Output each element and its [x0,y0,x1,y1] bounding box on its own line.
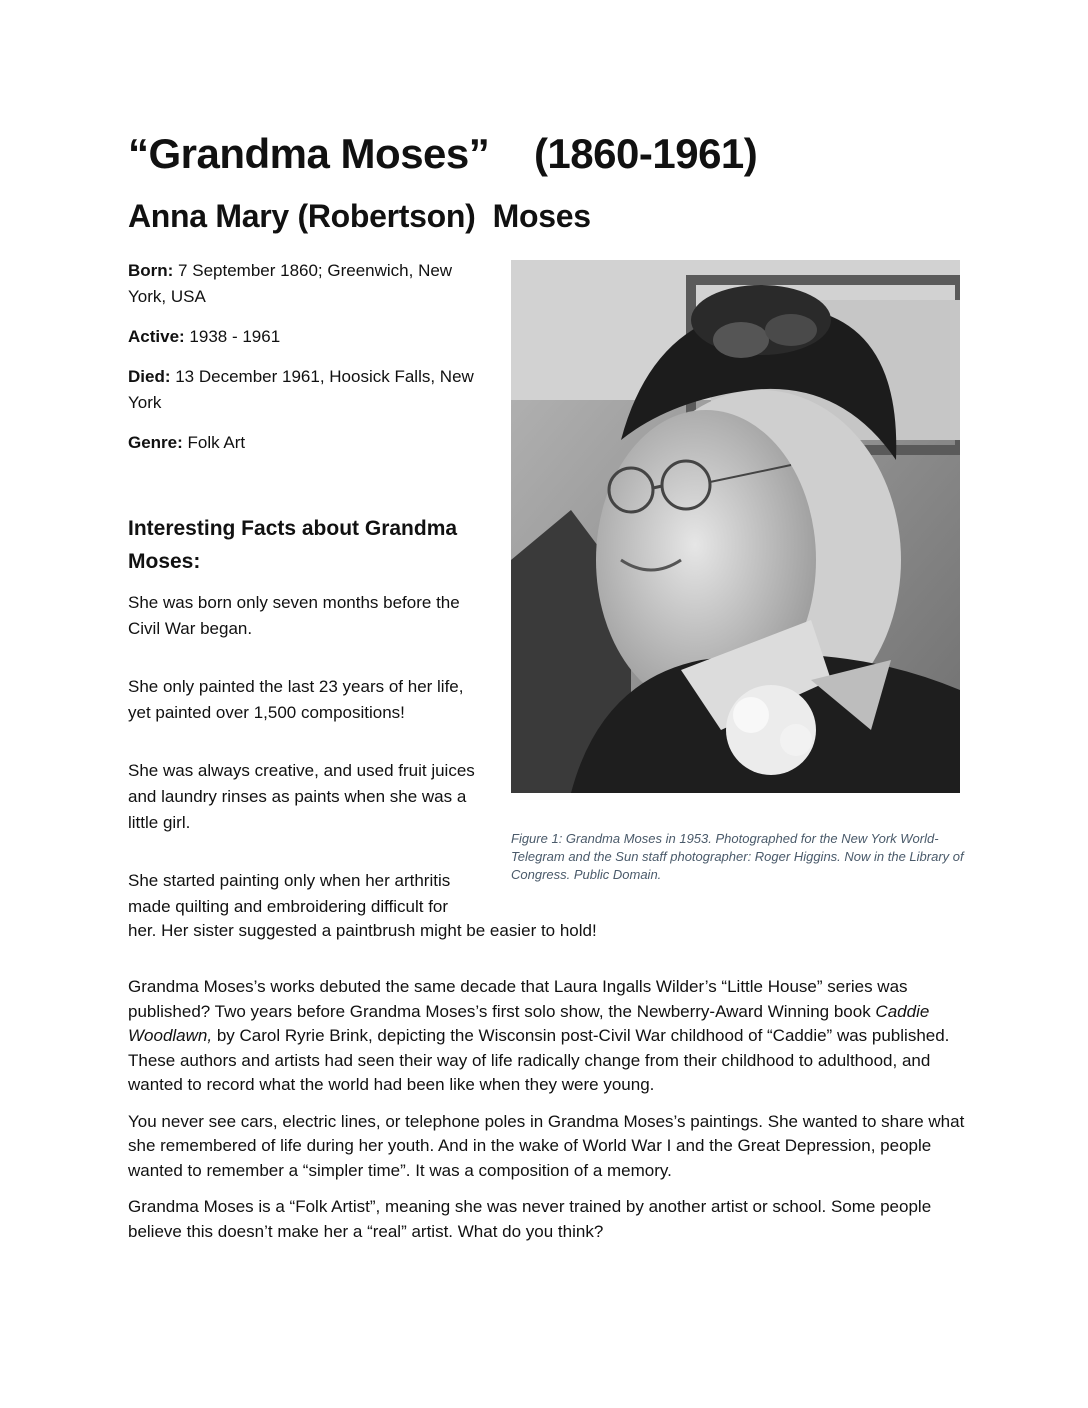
genre-fact [128,430,488,456]
born-value: 7 September 1860; Greenwich, New York, USA [128,261,453,306]
page-title: “Grandma Moses” (1860-1961) [128,130,758,177]
active-label: Active: [128,327,185,346]
born-fact [128,258,488,310]
interesting-fact-1: She was born only seven months before the Civil War began. [128,593,460,638]
interesting-fact-2: She only painted the last 23 years of her life, yet painted over 1,500 compositions! [128,677,464,722]
body-text [128,975,968,1256]
body-paragraph-1-start: Grandma Moses’s works debuted the same decade that Laura Ingalls Wilder’s “Little House” series was published? Two years before Grandma Moses’s first solo show, the Newberry-Award Winning book [128,977,908,1021]
genre-value: Folk Art [182,433,246,452]
active-value: 1938 - 1961 [184,327,281,346]
biography-facts [128,258,488,470]
book-title: Caddie Woodlawn, [128,1001,930,1045]
active-fact [128,324,488,350]
page-subtitle: Anna Mary (Robertson) Moses [128,198,591,234]
interesting-facts-heading: Interesting Facts about Grandma Moses: [128,517,458,573]
body-paragraph-2: You never see cars, electric lines, or telephone poles in Grandma Moses’s paintings. She wanted to share what she remembered of life during her youth. And in the wake of World War I and the Great Depression, people wanted to remember a “simpler time”. It was a composition of a memory. [128,1111,965,1180]
portrait-photo-illustration [511,260,960,793]
interesting-fact-3: She was always creative, and used fruit juices and laundry rinses as paints when she was a little girl. [128,761,475,832]
figure-caption: Figure 1: Grandma Moses in 1953. Photographed for the New York World-Telegram and the Sun staff photographer: Roger Higgins. Now in the Library of Congress. Public Domain. [511,831,964,882]
died-value: 13 December 1961, Hoosick Falls, New York [128,367,474,412]
body-paragraph-3: Grandma Moses is a “Folk Artist”, meaning she was never trained by another artist or school. Some people believe this doesn’t make her a “real” artist. What do you think? [128,1197,932,1241]
died-fact [128,364,488,416]
genre-label: Genre: [128,433,183,452]
interesting-fact-4: She started painting only when her arthritis made quilting and embroidering difficult for [128,871,451,916]
interesting-fact-4-continued: her. Her sister suggested a paintbrush might be easier to hold! [128,921,597,940]
born-label: Born: [128,261,174,280]
portrait-photo [511,260,960,793]
body-paragraph-1-end: by Carol Ryrie Brink, depicting the Wisconsin post-Civil War childhood of “Caddie” was published. These authors and artists had seen their way of life radically change from their childhood to adulthood, and wanted to record what the world had been like when they were young. [128,1026,950,1094]
died-label: Died: [128,367,171,386]
body-paragraph-1 [128,975,968,1098]
